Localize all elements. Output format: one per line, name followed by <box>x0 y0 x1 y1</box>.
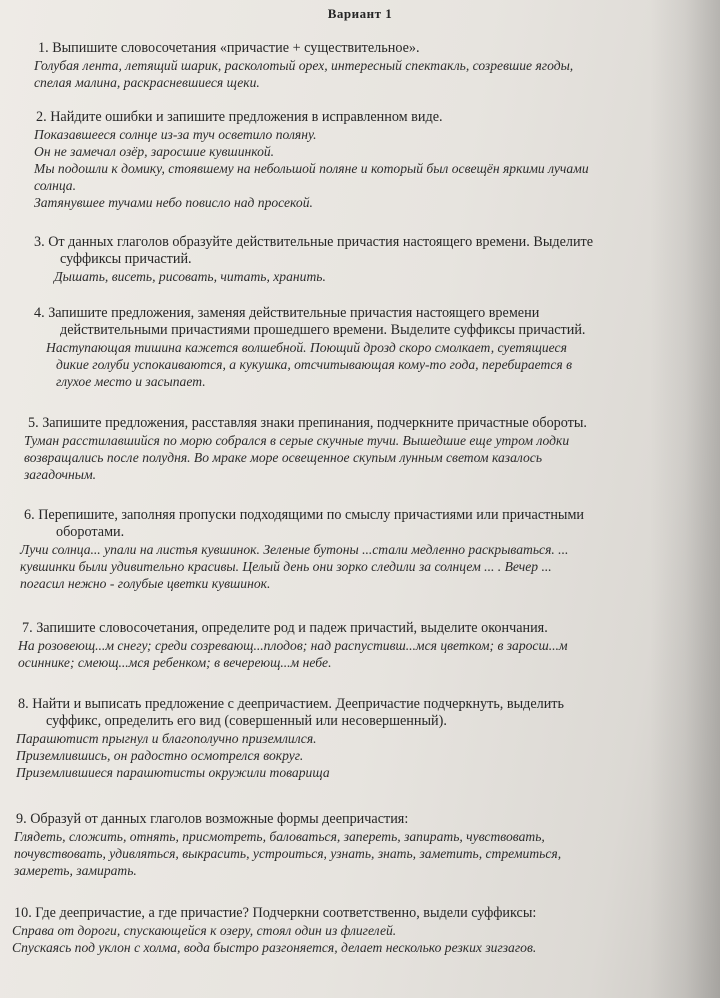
task-5-line-3: загадочным. <box>24 467 97 482</box>
task-7-instruction: 7. Запишите словосочетания, определите род и падеж причастий, выделите окончания. <box>22 620 548 636</box>
task-1-instruction: 1. Выпишите словосочетания «причастие + существительное». <box>38 40 420 56</box>
task-6-line-1: Лучи солнца... упали на листья кувшинок. Зеленые бутоны ...стали медленно раскрываться. ... <box>20 542 569 557</box>
task-8-instruction-line-2: суффикс, определить его вид (совершенный или несовершенный). <box>46 713 447 729</box>
task-7 <box>0 620 720 671</box>
task-8-line-1: Парашютист прыгнул и благополучно приземлился. <box>16 731 317 746</box>
task-2-line-2: Он не замечал озёр, заросшие кувшинкой. <box>34 144 275 159</box>
task-6-instruction-line-2: оборотами. <box>56 524 125 540</box>
task-5-line-2: возвращались после полудня. Во мраке море освещенное скупым лунным светом казалось <box>24 450 543 465</box>
task-4-line-1: Наступающая тишина кажется волшебной. Поющий дрозд скоро смолкает, суетящиеся <box>46 340 567 355</box>
task-2-line-3: Мы подошли к домику, стоявшему на небольшой поляне и который был освещён яркими лучами <box>34 161 589 176</box>
task-7-line-1: На розовеющ...м снегу; среди созревающ...плодов; над распустивш...мся цветком; в заросш...м <box>18 638 568 653</box>
task-10-instruction: 10. Где деепричастие, а где причастие? Подчеркни соответственно, выдели суффиксы: <box>14 905 537 921</box>
task-8 <box>0 696 720 781</box>
task-6-line-3: погасил нежно - голубые цветки кувшинок. <box>20 576 271 591</box>
task-5 <box>0 415 720 483</box>
task-3-line-1: Дышать, висеть, рисовать, читать, хранить. <box>54 269 326 284</box>
task-8-line-2: Приземлившись, он радостно осмотрелся вокруг. <box>16 748 304 763</box>
task-10-line-2: Спускаясь под уклон с холма, вода быстро разгоняется, делает несколько резких зигзагов. <box>12 940 537 955</box>
task-5-instruction: 5. Запишите предложения, расставляя знаки препинания, подчеркните причастные обороты. <box>28 415 587 431</box>
task-8-instruction-line-1: 8. Найти и выписать предложение с деепричастием. Деепричастие подчеркнуть, выделить <box>18 696 564 712</box>
task-4-line-2: дикие голуби успокаиваются, а кукушка, отсчитывающая кому-то года, перебирается в <box>56 357 572 372</box>
task-2-line-1: Показавшееся солнце из-за туч осветило поляну. <box>34 127 317 142</box>
task-1-line-2: спелая малина, раскрасневшиеся щеки. <box>34 75 260 90</box>
task-10-line-1: Справа от дороги, спускающейся к озеру, стоял один из флигелей. <box>12 923 397 938</box>
task-6-line-2: кувшинки были удивительно красивы. Целый день они зорко следили за солнцем ... . Вечер ... <box>20 559 552 574</box>
task-5-line-1: Туман расстилавшийся по морю собрался в серые скучные тучи. Вышедшие еще утром лодки <box>24 433 570 448</box>
task-3 <box>0 234 720 285</box>
task-1-line-1: Голубая лента, летящий шарик, расколотый орех, интересный спектакль, созревшие ягоды, <box>34 58 574 73</box>
task-6-instruction-line-1: 6. Перепишите, заполняя пропуски подходящими по смыслу причастиями или причастными <box>24 507 585 523</box>
task-9 <box>0 811 720 879</box>
task-3-instruction-line-1: 3. От данных глаголов образуйте действительные причастия настоящего времени. Выделите <box>34 234 594 250</box>
task-7-line-2: осиннике; смеющ...мся ребенком; в вечереющ...м небе. <box>18 655 332 670</box>
task-1 <box>0 40 720 91</box>
task-4 <box>0 305 720 390</box>
task-4-instruction-line-2: действительными причастиями прошедшего времени. Выделите суффиксы причастий. <box>60 322 586 338</box>
task-2-instruction: 2. Найдите ошибки и запишите предложения в исправленном виде. <box>36 109 443 125</box>
task-6 <box>0 507 720 592</box>
task-3-instruction-line-2: суффиксы причастий. <box>60 251 192 267</box>
task-4-line-3: глухое место и засыпает. <box>56 374 206 389</box>
task-2-line-4: солнца. <box>34 178 76 193</box>
task-9-instruction: 9. Образуй от данных глаголов возможные формы деепричастия: <box>16 811 409 827</box>
task-2-line-5: Затянувшее тучами небо повисло над просекой. <box>34 195 313 210</box>
task-10 <box>0 905 720 956</box>
task-2 <box>0 109 720 211</box>
task-9-line-2: почувствовать, удивляться, выкрасить, устроиться, узнать, знать, заметить, стремиться, <box>14 846 562 861</box>
task-9-line-1: Глядеть, сложить, отнять, присмотреть, баловаться, запереть, запирать, чувствовать, <box>14 829 545 844</box>
task-8-line-3: Приземлившиеся парашютисты окружили товарища <box>16 765 330 780</box>
page-title: Вариант 1 <box>327 6 393 21</box>
task-4-instruction-line-1: 4. Запишите предложения, заменяя действительные причастия настоящего времени <box>34 305 540 321</box>
task-9-line-3: замереть, замирать. <box>14 863 137 878</box>
